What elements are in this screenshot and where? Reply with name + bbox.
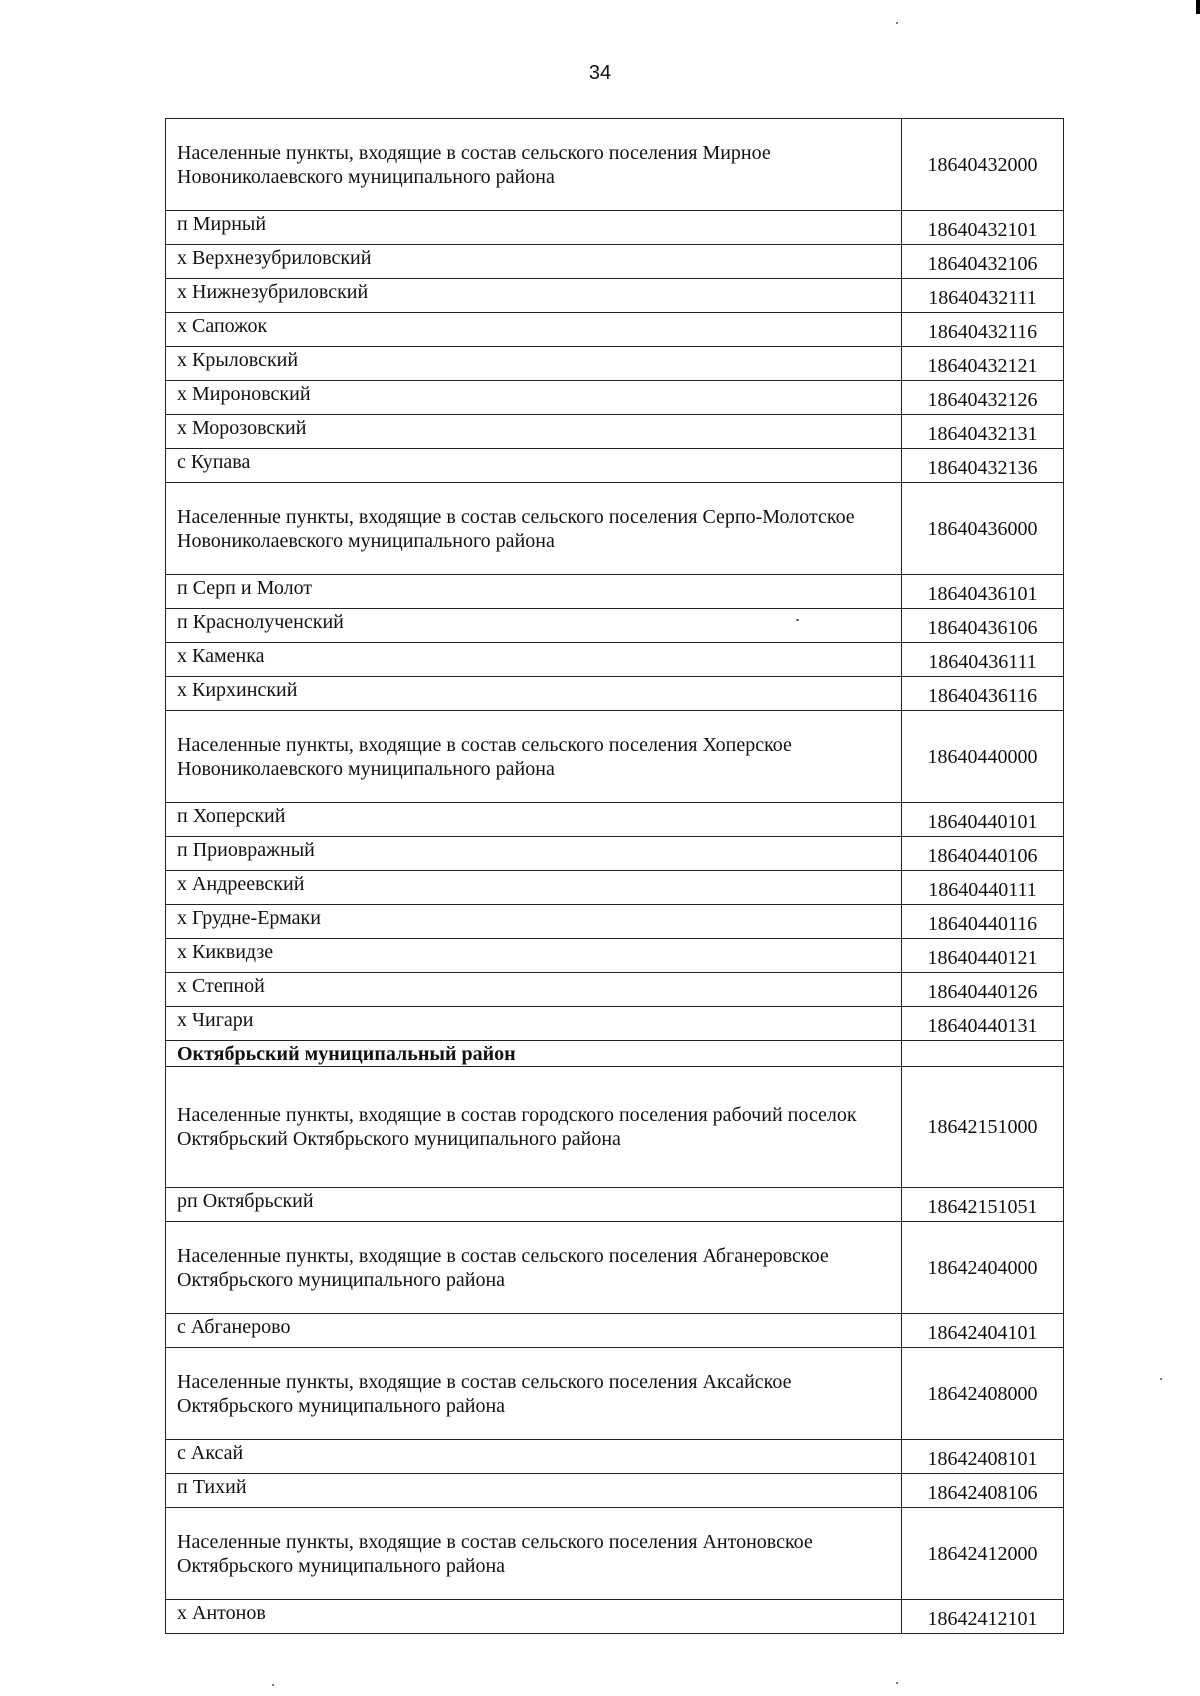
settlement-name-cell: п Тихий <box>166 1474 902 1508</box>
okato-code-cell: 18640436106 <box>902 609 1064 643</box>
table-row <box>166 449 1064 483</box>
okato-code-cell: 18640432101 <box>902 211 1064 245</box>
settlement-name-cell: с Аксай <box>166 1440 902 1474</box>
okato-code-cell: 18640436000 <box>902 483 1064 575</box>
group-title-cell: Населенные пункты, входящие в состав сельского поселения Антоновское Октябрьского муниципального района <box>166 1508 902 1600</box>
table-row <box>166 1600 1064 1634</box>
settlement-name-cell: х Крыловский <box>166 347 902 381</box>
settlement-name-cell: х Нижнезубриловский <box>166 279 902 313</box>
okato-code-cell: 18640432116 <box>902 313 1064 347</box>
table-row <box>166 643 1064 677</box>
table-row <box>166 347 1064 381</box>
group-title-cell: Населенные пункты, входящие в состав сельского поселения Абганеровское Октябрьского муниципального района <box>166 1222 902 1314</box>
district-title-cell: Октябрьский муниципальный район <box>166 1041 902 1067</box>
settlement-name-cell: п Краснолученский <box>166 609 902 643</box>
scan-speck <box>896 22 898 24</box>
okato-code-cell: 18640440111 <box>902 871 1064 905</box>
settlement-name-cell: х Сапожок <box>166 313 902 347</box>
table-row <box>166 609 1064 643</box>
group-row <box>166 1222 1064 1314</box>
okato-code-cell: 18640432121 <box>902 347 1064 381</box>
okato-code-cell: 18640440126 <box>902 973 1064 1007</box>
okato-code-cell: 18640432136 <box>902 449 1064 483</box>
table-row <box>166 677 1064 711</box>
settlement-name-cell: х Морозовский <box>166 415 902 449</box>
page-number: 34 <box>588 62 612 84</box>
scan-edge-mark <box>1196 0 1200 14</box>
table-row <box>166 905 1064 939</box>
table-row <box>166 211 1064 245</box>
group-title-cell: Населенные пункты, входящие в состав сельского поселения Хоперское Новониколаевского муниципального района <box>166 711 902 803</box>
group-row <box>166 1508 1064 1600</box>
okato-code-cell: 18642408101 <box>902 1440 1064 1474</box>
group-row <box>166 711 1064 803</box>
table-row <box>166 939 1064 973</box>
settlement-name-cell: с Абганерово <box>166 1314 902 1348</box>
okato-code-cell: 18642404101 <box>902 1314 1064 1348</box>
settlements-table <box>165 118 1064 1634</box>
scan-speck <box>272 1684 274 1686</box>
district-row <box>166 1041 1064 1067</box>
okato-code-cell: 18640440000 <box>902 711 1064 803</box>
okato-code-cell: 18642412000 <box>902 1508 1064 1600</box>
table-row <box>166 313 1064 347</box>
settlement-name-cell: х Верхнезубриловский <box>166 245 902 279</box>
settlement-name-cell: х Грудне-Ермаки <box>166 905 902 939</box>
okato-code-cell: 18642151000 <box>902 1067 1064 1188</box>
okato-code-cell: 18640432111 <box>902 279 1064 313</box>
okato-code-cell: 18640436101 <box>902 575 1064 609</box>
okato-code-cell: 18640432126 <box>902 381 1064 415</box>
table-row <box>166 803 1064 837</box>
table-row <box>166 1188 1064 1222</box>
settlement-name-cell: х Антонов <box>166 1600 902 1634</box>
settlement-name-cell: х Степной <box>166 973 902 1007</box>
settlement-name-cell: с Купава <box>166 449 902 483</box>
okato-code-cell: 18642404000 <box>902 1222 1064 1314</box>
table-row <box>166 837 1064 871</box>
settlement-name-cell: п Хоперский <box>166 803 902 837</box>
settlements-table-body <box>166 119 1064 1634</box>
settlement-name-cell: х Чигари <box>166 1007 902 1041</box>
okato-code-cell: 18640440131 <box>902 1007 1064 1041</box>
table-row <box>166 1314 1064 1348</box>
okato-code-cell: 18642151051 <box>902 1188 1064 1222</box>
okato-code-cell: 18642408106 <box>902 1474 1064 1508</box>
table-row <box>166 575 1064 609</box>
table-row <box>166 381 1064 415</box>
okato-code-cell: 18640436111 <box>902 643 1064 677</box>
table-row <box>166 279 1064 313</box>
group-title-cell: Населенные пункты, входящие в состав сельского поселения Аксайское Октябрьского муниципального района <box>166 1348 902 1440</box>
table-row <box>166 871 1064 905</box>
okato-code-cell <box>902 1041 1064 1067</box>
settlement-name-cell: п Мирный <box>166 211 902 245</box>
settlement-name-cell: рп Октябрьский <box>166 1188 902 1222</box>
settlement-name-cell: х Кирхинский <box>166 677 902 711</box>
settlement-name-cell: х Андреевский <box>166 871 902 905</box>
table-row <box>166 1007 1064 1041</box>
settlement-name-cell: п Приовражный <box>166 837 902 871</box>
scan-speck <box>896 1682 898 1684</box>
okato-code-cell: 18640440121 <box>902 939 1064 973</box>
table-row <box>166 415 1064 449</box>
okato-code-cell: 18640432106 <box>902 245 1064 279</box>
group-title-cell: Населенные пункты, входящие в состав городского поселения рабочий поселок Октябрьский Октябрьского муниципального района <box>166 1067 902 1188</box>
settlement-name-cell: х Мироновский <box>166 381 902 415</box>
okato-code-cell: 18640432000 <box>902 119 1064 211</box>
scan-speck <box>1160 1378 1162 1380</box>
group-row <box>166 483 1064 575</box>
group-row <box>166 1067 1064 1188</box>
okato-code-cell: 18640436116 <box>902 677 1064 711</box>
settlement-name-cell: п Серп и Молот <box>166 575 902 609</box>
okato-code-cell: 18642412101 <box>902 1600 1064 1634</box>
okato-code-cell: 18640440116 <box>902 905 1064 939</box>
group-row <box>166 1348 1064 1440</box>
group-row <box>166 119 1064 211</box>
group-title-cell: Населенные пункты, входящие в состав сельского поселения Мирное Новониколаевского муниципального района <box>166 119 902 211</box>
okato-code-cell: 18640440106 <box>902 837 1064 871</box>
table-row <box>166 973 1064 1007</box>
table-row <box>166 1474 1064 1508</box>
table-row <box>166 1440 1064 1474</box>
okato-code-cell: 18642408000 <box>902 1348 1064 1440</box>
settlement-name-cell: х Каменка <box>166 643 902 677</box>
group-title-cell: Населенные пункты, входящие в состав сельского поселения Серпо-Молотское Новониколаевского муниципального района <box>166 483 902 575</box>
table-row <box>166 245 1064 279</box>
settlement-name-cell: х Киквидзе <box>166 939 902 973</box>
okato-code-cell: 18640432131 <box>902 415 1064 449</box>
okato-code-cell: 18640440101 <box>902 803 1064 837</box>
